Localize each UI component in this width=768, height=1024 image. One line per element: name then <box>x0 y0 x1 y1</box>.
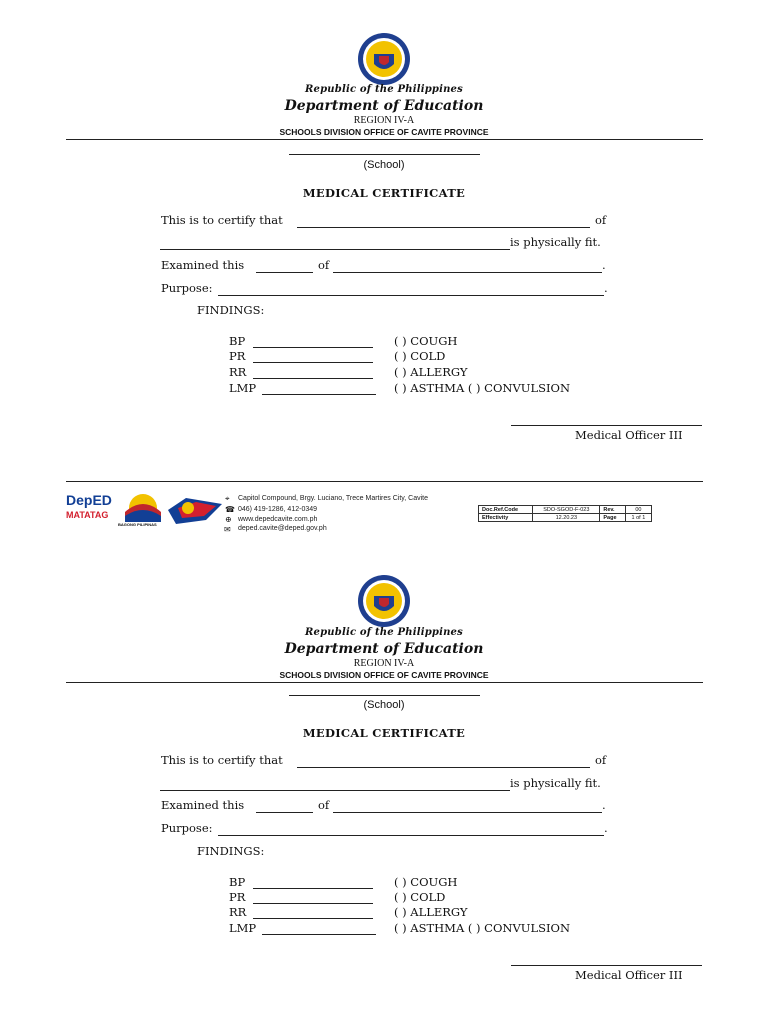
footer-address: Capitol Compound, Brgy. Luciano, Trece Martires City, Cavite <box>238 495 428 502</box>
physically-fit-text: is physically fit. <box>510 776 601 790</box>
school-label: (School) <box>363 699 405 711</box>
deped-matatag-logo <box>66 492 116 536</box>
findings-label: FINDINGS: <box>197 303 265 317</box>
period-mark: . <box>604 821 608 835</box>
header-divider <box>66 139 703 140</box>
vital-bp-label: BP <box>229 334 246 348</box>
condition-allergy-checkbox[interactable]: ( ) ALLERGY <box>394 365 468 379</box>
effectivity-label: Effectivity <box>479 514 533 522</box>
region-label: REGION IV-A <box>353 658 415 669</box>
examined-this-text: Examined this <box>161 258 245 272</box>
exam-month-year-blank[interactable] <box>333 272 602 273</box>
period-mark: . <box>602 798 606 812</box>
division-label: SCHOOLS DIVISION OFFICE OF CAVITE PROVINCE <box>279 127 489 137</box>
deped-seal-icon <box>357 574 411 628</box>
vital-rr-blank[interactable] <box>253 918 373 919</box>
condition-cold-checkbox[interactable]: ( ) COLD <box>394 349 446 363</box>
of-text: of <box>595 753 607 767</box>
vital-bp-blank[interactable] <box>253 888 373 889</box>
doc-ref-label: Doc.Ref.Code <box>479 506 533 514</box>
certify-text: This is to certify that <box>161 213 283 227</box>
deped-logo-text: DepED <box>66 492 112 508</box>
condition-allergy-checkbox[interactable]: ( ) ALLERGY <box>394 905 468 919</box>
examined-of-text: of <box>318 258 330 272</box>
certificate-title: MEDICAL CERTIFICATE <box>302 186 466 200</box>
department-heading: Department of Education <box>284 98 484 114</box>
vital-bp-blank[interactable] <box>253 347 373 348</box>
vital-lmp-label: LMP <box>229 381 257 395</box>
document-reference-table <box>478 505 652 522</box>
rev-label: Rev. <box>600 506 625 514</box>
patient-name-blank[interactable] <box>297 227 590 228</box>
findings-label: FINDINGS: <box>197 844 265 858</box>
school-blank[interactable] <box>289 154 480 155</box>
vital-pr-label: PR <box>229 890 246 904</box>
division-label: SCHOOLS DIVISION OFFICE OF CAVITE PROVINCE <box>279 670 489 680</box>
rev-value: 00 <box>625 506 651 514</box>
school-label: (School) <box>363 159 405 171</box>
vital-pr-blank[interactable] <box>253 903 373 904</box>
vital-pr-label: PR <box>229 349 246 363</box>
matatag-logo-text: MATATAG <box>66 510 109 520</box>
address-blank[interactable] <box>160 249 510 250</box>
purpose-blank[interactable] <box>218 835 604 836</box>
school-blank[interactable] <box>289 695 480 696</box>
purpose-label: Purpose: <box>161 821 213 835</box>
vital-rr-blank[interactable] <box>253 378 373 379</box>
footer-website[interactable]: www.depedcavite.com.ph <box>238 516 318 523</box>
page-value: 1 of 1 <box>625 514 651 522</box>
deped-cavite-logo-icon <box>166 490 224 530</box>
signatory-label: Medical Officer III <box>575 428 683 442</box>
purpose-label: Purpose: <box>161 281 213 295</box>
patient-name-blank[interactable] <box>297 767 590 768</box>
page-label: Page <box>600 514 625 522</box>
condition-cough-checkbox[interactable]: ( ) COUGH <box>394 875 458 889</box>
footer-divider <box>66 481 703 482</box>
mail-icon: ✉ <box>224 525 231 534</box>
effectivity-value: 12.20.23 <box>533 514 600 522</box>
deped-seal-icon <box>357 32 411 86</box>
condition-asthma-convulsion-checkbox[interactable]: ( ) ASTHMA ( ) CONVULSION <box>394 381 571 395</box>
region-label: REGION IV-A <box>353 115 415 126</box>
vital-lmp-blank[interactable] <box>262 394 376 395</box>
globe-icon: ⊕ <box>225 515 232 524</box>
condition-cough-checkbox[interactable]: ( ) COUGH <box>394 334 458 348</box>
period-mark: . <box>602 258 606 272</box>
signatory-label: Medical Officer III <box>575 968 683 982</box>
vital-pr-blank[interactable] <box>253 362 373 363</box>
examined-of-text: of <box>318 798 330 812</box>
physically-fit-text: is physically fit. <box>510 235 601 249</box>
footer-email[interactable]: deped.cavite@deped.gov.ph <box>238 525 327 532</box>
phone-icon: ☎ <box>225 505 235 514</box>
signature-blank[interactable] <box>511 425 702 426</box>
vital-lmp-label: LMP <box>229 921 257 935</box>
bagong-pilipinas-text: BAGONG PILIPINAS <box>118 522 157 527</box>
footer-phone: 046) 419-1286, 412-0349 <box>238 506 318 513</box>
header-divider <box>66 682 703 683</box>
exam-day-blank[interactable] <box>256 812 313 813</box>
period-mark: . <box>604 281 608 295</box>
condition-cold-checkbox[interactable]: ( ) COLD <box>394 890 446 904</box>
vital-rr-label: RR <box>229 365 247 379</box>
footer <box>0 488 768 538</box>
republic-heading: Republic of the Philippines <box>305 627 463 638</box>
condition-asthma-convulsion-checkbox[interactable]: ( ) ASTHMA ( ) CONVULSION <box>394 921 571 935</box>
certify-text: This is to certify that <box>161 753 283 767</box>
vital-lmp-blank[interactable] <box>262 934 376 935</box>
purpose-blank[interactable] <box>218 295 604 296</box>
location-pin-icon: ⌖ <box>225 494 230 503</box>
department-heading: Department of Education <box>284 641 484 657</box>
of-text: of <box>595 213 607 227</box>
republic-heading: Republic of the Philippines <box>305 84 463 95</box>
exam-month-year-blank[interactable] <box>333 812 602 813</box>
exam-day-blank[interactable] <box>256 272 313 273</box>
address-blank[interactable] <box>160 790 510 791</box>
doc-ref-value: SDO-SGOD-F-023 <box>533 506 600 514</box>
vital-rr-label: RR <box>229 905 247 919</box>
examined-this-text: Examined this <box>161 798 245 812</box>
certificate-title: MEDICAL CERTIFICATE <box>302 726 466 740</box>
signature-blank[interactable] <box>511 965 702 966</box>
vital-bp-label: BP <box>229 875 246 889</box>
